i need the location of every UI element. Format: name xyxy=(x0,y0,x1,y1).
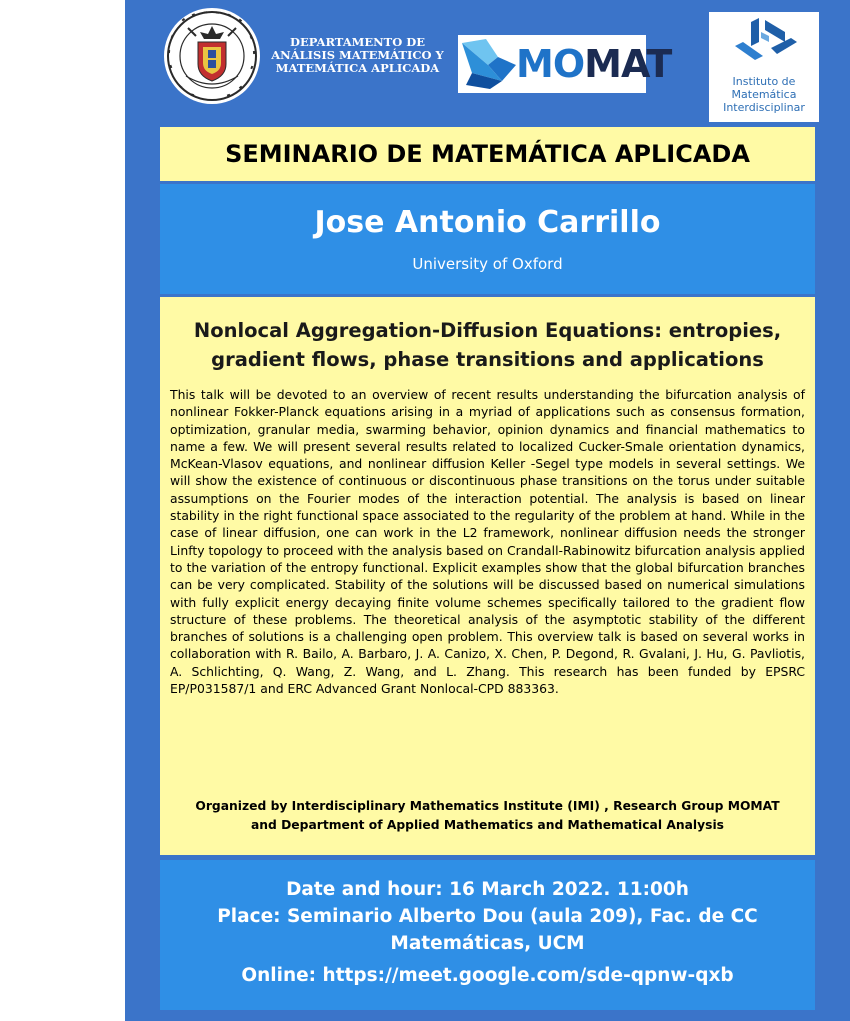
talk-title: Nonlocal Aggregation-Diffusion Equations: entropies, gradient flows, phase transitions and applications xyxy=(193,319,782,371)
imi-name-line: Instituto de xyxy=(732,75,796,88)
talk-panel xyxy=(160,297,815,855)
momat-wordmark xyxy=(516,40,671,88)
momat-wordmark-mat: MAT xyxy=(584,42,672,86)
organizers xyxy=(170,797,805,835)
online-link[interactable]: Online: https://meet.google.com/sde-qpnw-qxb xyxy=(241,965,734,986)
department-line: DEPARTAMENTO DE xyxy=(289,35,425,49)
event-info-banner xyxy=(160,860,815,1010)
imi-logo-icon xyxy=(709,12,819,72)
department-line: ANÁLISIS MATEMÁTICO Y xyxy=(271,48,444,62)
imi-name-line: Matemática xyxy=(731,88,797,101)
momat-logo-icon xyxy=(458,35,520,93)
event-place: Place: Seminario Alberto Dou (aula 209), Fac. de CC xyxy=(217,906,758,927)
speaker-affiliation: University of Oxford xyxy=(412,255,563,273)
event-place-continued: Matemáticas, UCM xyxy=(390,933,585,954)
event-date-hour: Date and hour: 16 March 2022. 11:00h xyxy=(286,879,689,900)
imi-name-line: Interdisciplinar xyxy=(723,101,805,114)
seminar-poster xyxy=(125,0,850,1021)
department-name xyxy=(265,36,450,75)
talk-abstract: This talk will be devoted to an overview of recent results understanding the bifurcation analysis of nonlinear Fokker-Planck equations arising in a myriad of applications such as consensus formation, optimization, granular media, swarming behavior, opinion dynamics and financial mathematics to name a few. We will present several results related to localized Cucker-Smale orientation dynamics, McKean-Vlasov equations, and nonlinear diffusion Keller -Segel type models in several settings. We will show the existence of continuous or discontinuous phase transitions on the torus under suitable assumptions on the Fourier modes of the interaction potential. The analysis is based on linear stability in the right functional space associated to the regularity of the problem at hand. While in the case of linear diffusion, one can work in the L2 framework, nonlinear diffusion needs the stronger Linfty topology to proceed with the analysis based on Crandall-Rabinowitz bifurcation analysis applied to the variation of the entropy functional. Explicit examples show that the global bifurcation branches can be very complicated. Stability of the solutions will be discussed based on numerical simulations with fully explicit energy decaying finite volume schemes specifically tailored to the gradient flow structure of these problems. The theoretical analysis of the asymptotic stability of the different branches of solutions is a challenging open problem. This overview talk is based on several works in collaboration with R. Bailo, A. Barbaro, J. A. Canizo, X. Chen, P. Degond, R. Gvalani, J. Hu, G. Pavliotis, A. Schlichting, Q. Wang, Z. Wang, and L. Zhang. This research has been funded by EPSRC EP/P031587/1 and ERC Advanced Grant Nonlocal-CPD 883363. xyxy=(170,387,805,697)
organizers-line: and Department of Applied Mathematics and Mathematical Analysis xyxy=(250,818,725,832)
imi-name xyxy=(709,75,819,114)
logo-header xyxy=(125,0,850,125)
momat-logo xyxy=(458,35,672,93)
department-line: MATEMÁTICA APLICADA xyxy=(275,61,440,75)
organizers-line: Organized by Interdisciplinary Mathematics Institute (IMI) , Research Group MOMAT xyxy=(195,799,780,813)
momat-wordmark-mo: MO xyxy=(516,42,585,86)
speaker-banner xyxy=(160,184,815,294)
imi-logo xyxy=(709,12,819,122)
speaker-name: Jose Antonio Carrillo xyxy=(314,205,661,240)
seminar-title: SEMINARIO DE MATEMÁTICA APLICADA xyxy=(225,140,750,168)
seminar-banner xyxy=(160,127,815,181)
university-seal-icon xyxy=(162,6,262,106)
